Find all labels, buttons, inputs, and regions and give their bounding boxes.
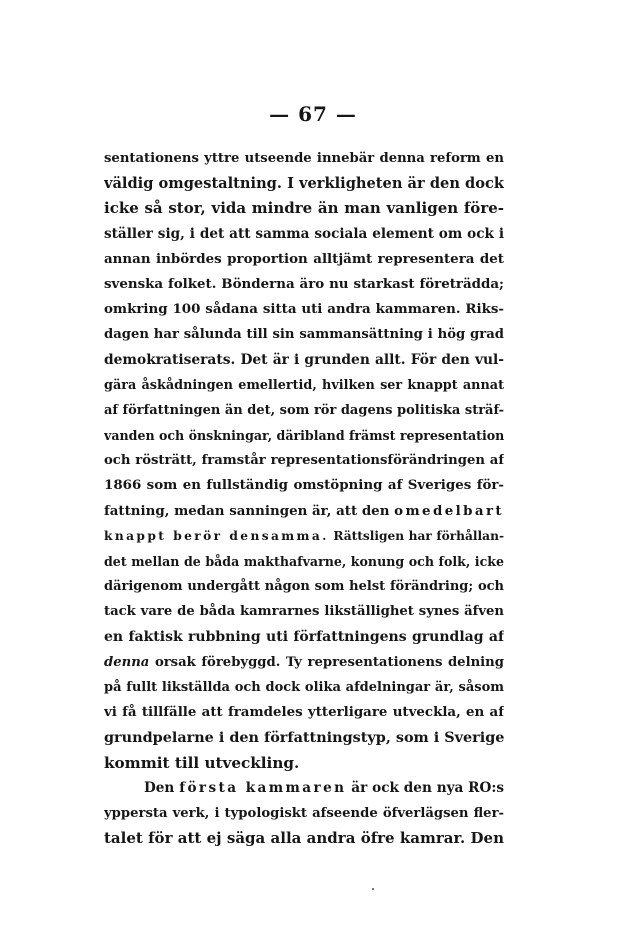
text-segment: Rättsligen har förhållan- <box>328 528 504 543</box>
text-line <box>104 499 504 524</box>
italic-emphasis: denna <box>104 654 150 670</box>
text-line: det mellan de båda makthafvarne, konung och folk, icke <box>104 554 504 569</box>
text-line: af författningen än det, som rör dagens politiska sträf- <box>104 402 504 418</box>
text-line: ställer sig, i det att samma sociala element om ock i <box>104 225 504 242</box>
paper-speck <box>372 888 374 890</box>
text-line: därigenom undergått någon som helst förändring; och <box>104 579 504 595</box>
text-segment: orsak förebyggd. Ty representationens delning <box>149 654 504 670</box>
text-line <box>104 776 504 801</box>
text-line: omkring 100 sådana sitta uti andra kammaren. Riks- <box>104 301 504 318</box>
text-line: icke så stor, vida mindre än man vanligen före- <box>104 199 504 218</box>
text-line: tack vare de båda kamrarnes likställighet synes äfven <box>104 604 504 620</box>
text-line <box>104 650 504 675</box>
text-line: vi få tillfälle att framdeles ytterligare utveckla, en af <box>104 704 504 721</box>
page-number: — 67 — <box>269 102 357 126</box>
text-line: en faktisk rubbning uti författningens grundlag af <box>104 628 504 645</box>
text-line: annan inbördes proportion alltjämt representera det <box>104 250 504 267</box>
text-line: talet för att ej säga alla andra öfre kamrar. Den <box>104 829 504 848</box>
text-line: sentationens yttre utseende innebär denna reform en <box>104 151 504 166</box>
text-line: vanden och önskningar, däribland främst representation <box>104 428 504 444</box>
spaced-emphasis: omedelbart <box>394 502 504 519</box>
text-line: yppersta verk, i typologiskt afseende öfverlägsen fler- <box>104 805 504 821</box>
text-line: demokratiserats. Det är i grunden allt. För den vul- <box>104 351 504 368</box>
text-line: 1866 som en fullständig omstöpning af Sveriges för- <box>104 477 504 494</box>
text-line: gära åskådningen emellertid, hvilken ser knappt annat <box>104 377 504 393</box>
text-segment: Den <box>144 779 180 796</box>
text-line: dagen har sålunda till sin sammansättning i hög grad <box>104 327 504 343</box>
text-segment: är ock den nya RO:s <box>346 779 504 796</box>
text-line: kommit till utveckling. <box>104 753 300 772</box>
text-line: på fullt likställda och dock olika afdelningar är, såsom <box>104 679 504 695</box>
spaced-emphasis: knappt berör densamma. <box>104 528 329 543</box>
text-line: och rösträtt, framstår representationsförändringen af <box>104 453 504 469</box>
text-line: grundpelarne i den författningstyp, som i Sverige <box>104 729 504 747</box>
text-line: svenska folket. Bönderna äro nu starkast företrädda; <box>104 275 504 292</box>
text-line: väldig omgestaltning. I verkligheten är den dock <box>104 175 504 193</box>
text-line <box>104 524 504 549</box>
spaced-emphasis: första kammaren <box>179 779 347 796</box>
text-segment: fattning, medan sanningen är, att den <box>104 502 395 519</box>
body-text <box>104 146 504 851</box>
